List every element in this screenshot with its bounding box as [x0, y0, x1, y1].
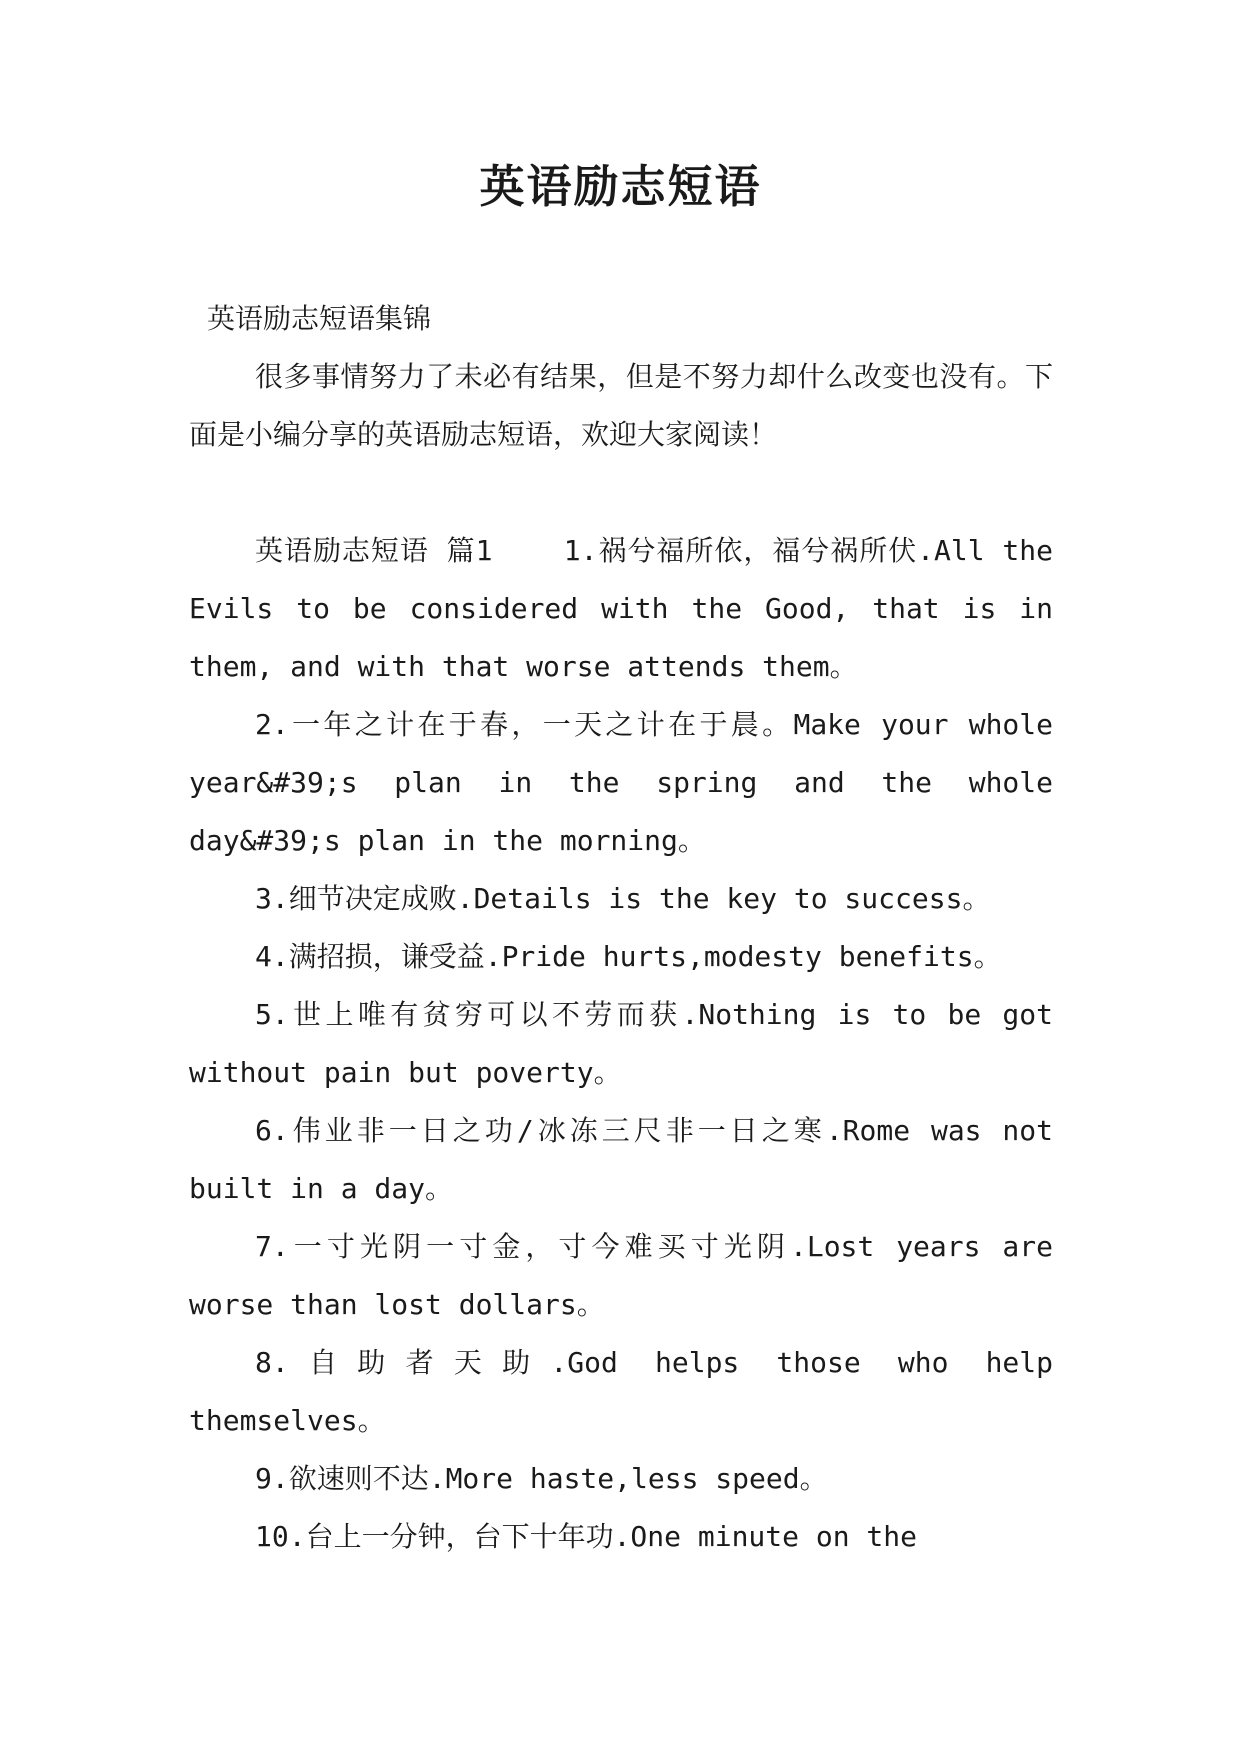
document-title: 英语励志短语 [479, 160, 762, 213]
phrase-item: 4.满招损，谦受益.Pride hurts,modesty benefits。 [255, 940, 1002, 973]
phrase-item: 10.台上一分钟，台下十年功.One minute on the [255, 1520, 918, 1553]
phrase-item: 9.欲速则不达.More haste,less speed。 [255, 1462, 828, 1495]
section-paragraph [189, 522, 1053, 696]
phrase-item: 3.细节决定成败.Details is the key to success。 [255, 882, 991, 915]
phrase-item: 1.祸兮福所依，福兮祸所伏.All the Evils to be considered with the Good, that is in them, and with that worse attends them。 [189, 534, 1053, 683]
phrase-item: 8.自助者天助.God helps those who help themselves。 [189, 1346, 1053, 1437]
paragraph-spacer [189, 464, 1053, 522]
phrase-item: 2.一年之计在于春，一天之计在于晨。Make your whole year&#39;s plan in the spring and the whole day&#39;s plan in the morning。 [189, 708, 1053, 857]
phrase-item: 6.伟业非一日之功/冰冻三尺非一日之寒.Rome was not built in a day。 [189, 1114, 1053, 1205]
phrase-item: 7.一寸光阴一寸金，寸今难买寸光阴.Lost years are worse than lost dollars。 [189, 1230, 1053, 1321]
document-body [189, 290, 1053, 1566]
phrase-item: 5.世上唯有贫穷可以不劳而获.Nothing is to be got without pain but poverty。 [189, 998, 1053, 1089]
section-heading: 英语励志短语 篇1 [255, 534, 493, 567]
intro-paragraph: 很多事情努力了未必有结果，但是不努力却什么改变也没有。下面是小编分享的英语励志短语，欢迎大家阅读！ [189, 360, 1053, 451]
document-subtitle: 英语励志短语集锦 [207, 302, 432, 335]
